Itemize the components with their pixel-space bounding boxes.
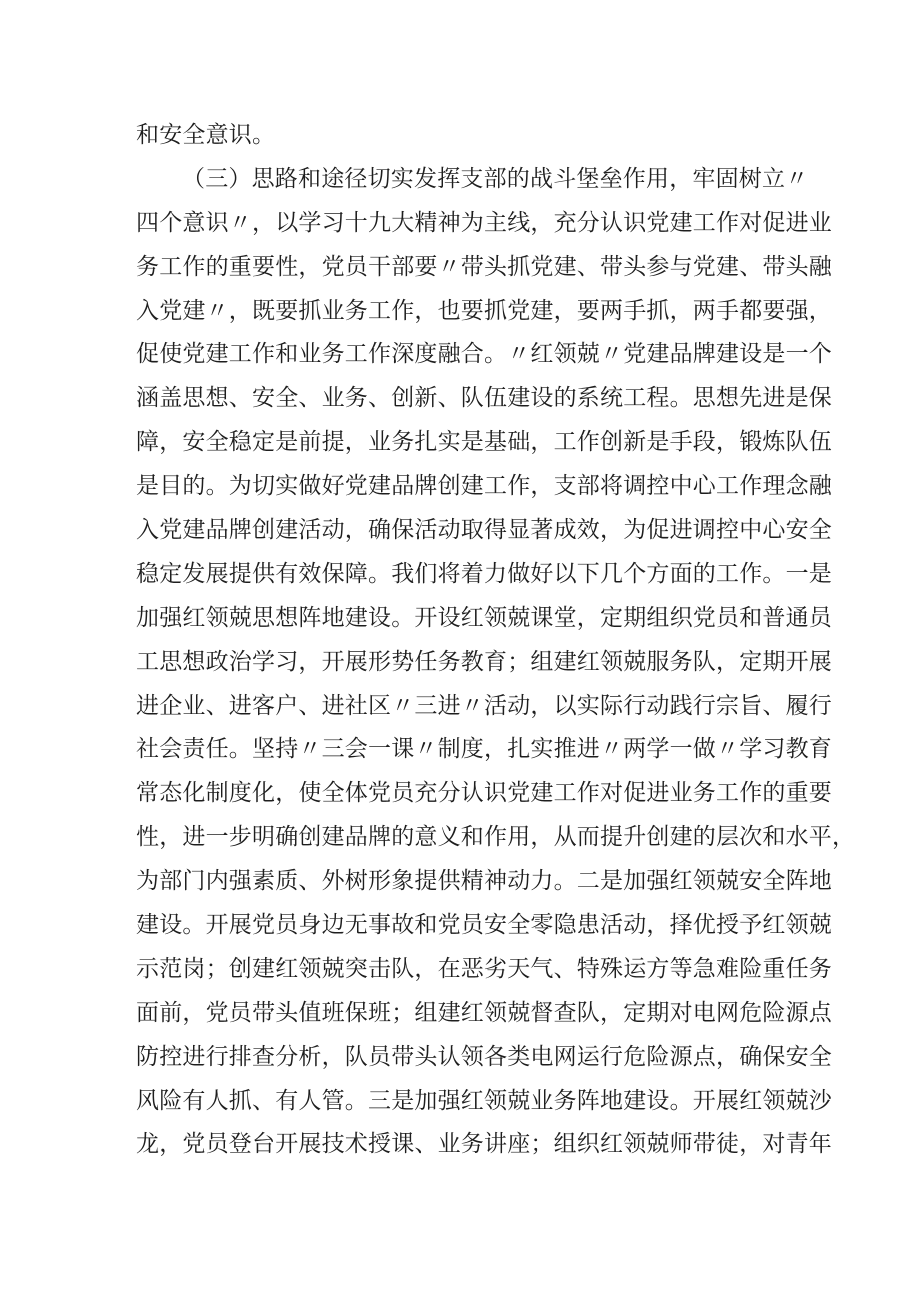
text-line: 加强红领兢思想阵地建设。开设红领兢课堂，定期组织党员和普通员 xyxy=(136,604,832,631)
text-line: 为部门内强素质、外树形象提供精神动力。二是加强红领兢安全阵地 xyxy=(136,868,832,895)
text-line: 入党建品牌创建活动，确保活动取得显著成效，为促进调控中心安全 xyxy=(136,517,832,544)
text-line: 稳定发展提供有效保障。我们将着力做好以下几个方面的工作。一是 xyxy=(136,560,832,587)
text-line: 四个意识〃，以学习十九大精神为主线，充分认识党建工作对促进业 xyxy=(136,209,832,236)
text-line: 促使党建工作和业务工作深度融合。〃红领兢〃党建品牌建设是一个 xyxy=(136,341,832,368)
text-line: 障，安全稳定是前提，业务扎实是基础，工作创新是手段，锻炼队伍 xyxy=(136,429,832,456)
text-line: 防控进行排查分析，队员带头认领各类电网运行危险源点，确保安全 xyxy=(136,1043,832,1070)
text-line: 龙，党员登台开展技术授课、业务讲座；组织红领兢师带徒，对青年 xyxy=(136,1131,832,1158)
text-line: 和安全意识。 xyxy=(136,122,276,148)
text-line: 工思想政治学习，开展形势任务教育；组建红领兢服务队，定期开展 xyxy=(136,648,832,675)
text-line: 风险有人抓、有人管。三是加强红领兢业务阵地建设。开展红领兢沙 xyxy=(136,1087,832,1114)
text-line: 常态化制度化，使全体党员充分认识党建工作对促进业务工作的重要 xyxy=(136,780,832,807)
text-line: 性，进一步明确创建品牌的意义和作用，从而提升创建的层次和水平， xyxy=(136,824,856,851)
section-heading-line: （三）思路和途径切实发挥支部的战斗堡垒作用，牢固树立〃 xyxy=(182,165,809,192)
text-line: 社会责任。坚持〃三会一课〃制度，扎实推进〃两学一做〃学习教育 xyxy=(136,736,832,763)
text-line: 务工作的重要性，党员干部要〃带头抓党建、带头参与党建、带头融 xyxy=(136,253,832,280)
text-line: 面前，党员带头值班保班；组建红领兢督查队，定期对电网危险源点 xyxy=(136,999,832,1026)
body-text xyxy=(136,114,856,1167)
text-line: 涵盖思想、安全、业务、创新、队伍建设的系统工程。思想先进是保 xyxy=(136,385,832,412)
text-line: 示范岗；创建红领兢突击队，在恶劣天气、特殊运方等急难险重任务 xyxy=(136,955,832,982)
text-line: 建设。开展党员身边无事故和党员安全零隐患活动，择优授予红领兢 xyxy=(136,912,832,939)
text-line: 是目的。为切实做好党建品牌创建工作，支部将调控中心工作理念融 xyxy=(136,473,832,500)
text-line: 进企业、进客户、进社区〃三进〃活动，以实际行动践行宗旨、履行 xyxy=(136,692,832,719)
text-line: 入党建〃，既要抓业务工作，也要抓党建，要两手抓，两手都要强， xyxy=(136,297,832,324)
